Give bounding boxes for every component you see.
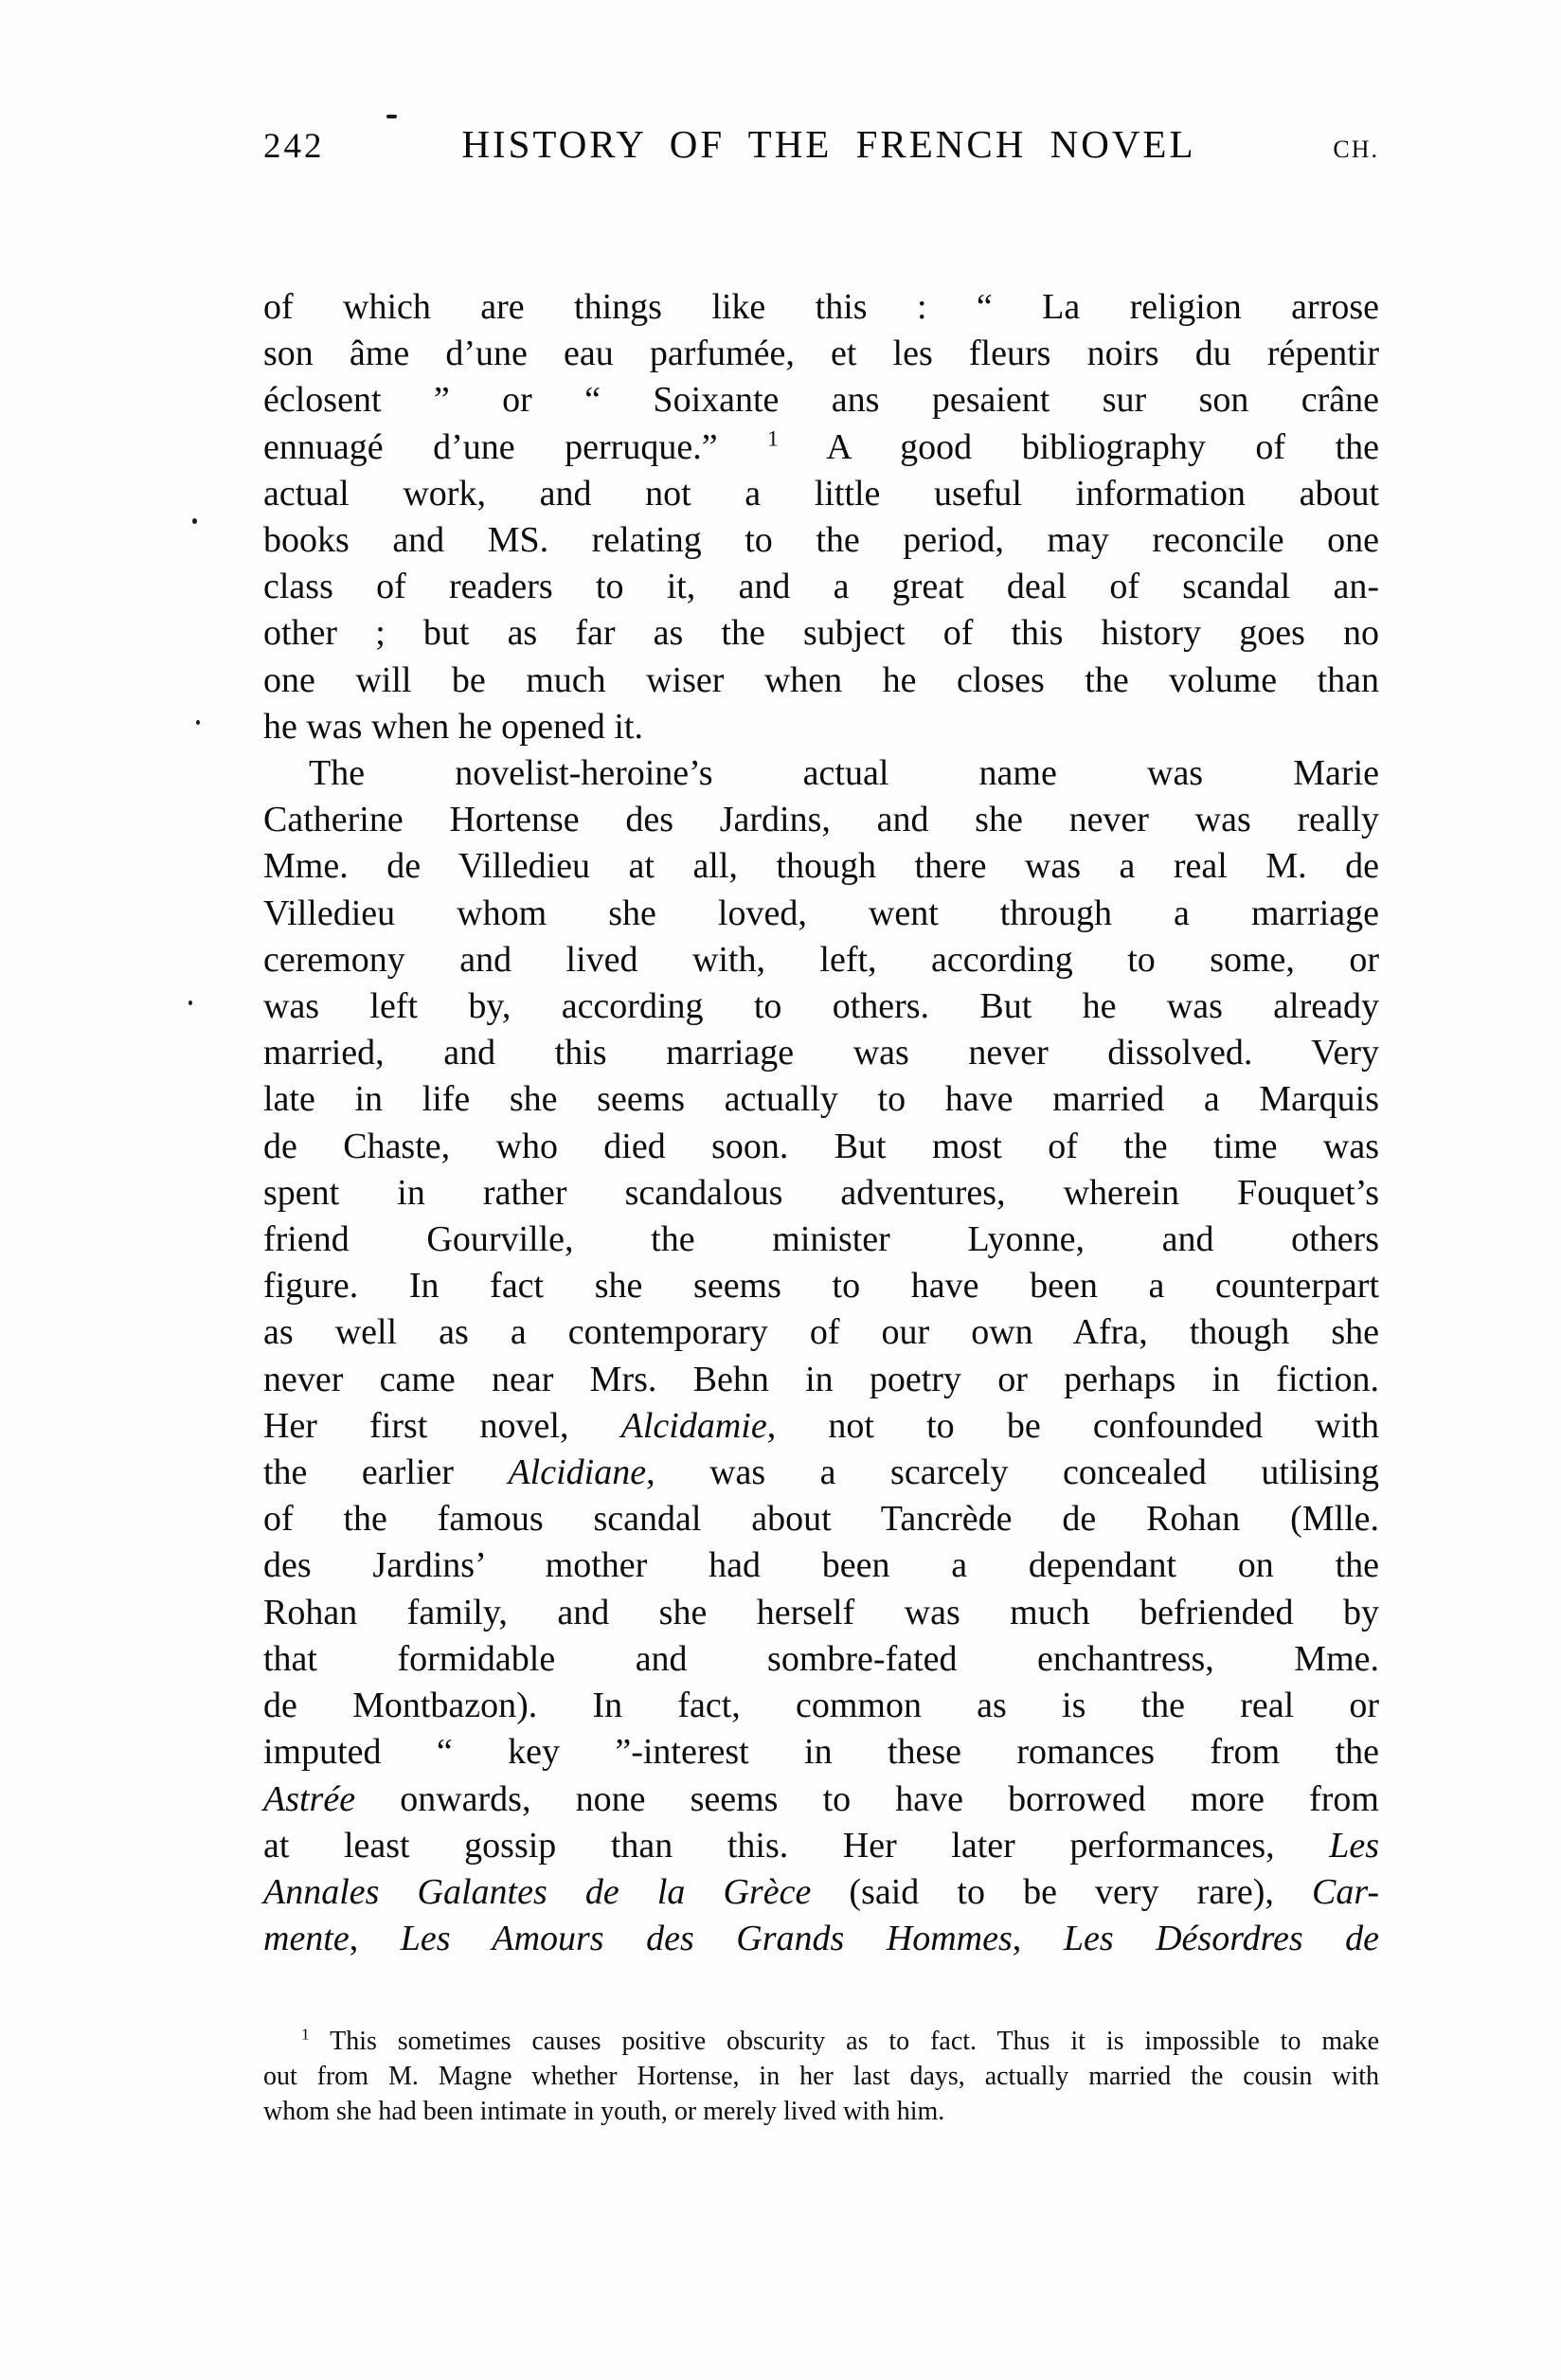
text-line (263, 658, 1379, 704)
text-line (263, 377, 1379, 424)
text-line (263, 1542, 1379, 1589)
page-number: 242 (263, 127, 325, 166)
text-segment: was left by, according to others. But he was already (263, 986, 1379, 1027)
text-segment: of the famous scandal about Tancrède de Rohan (Mlle. (263, 1499, 1379, 1540)
text-segment: (said to be very rare), (811, 1871, 1312, 1912)
text-segment: Mme. de Villedieu at all, though there was a real M. de (263, 846, 1379, 887)
text-segment: of which are things like this : “ La religion arrose (263, 287, 1379, 327)
text-line (263, 843, 1379, 890)
footnote-marker: 1 (767, 425, 779, 451)
italic-text: Alcidamie (620, 1405, 767, 1446)
text-segment: de Montbazon). In fact, common as is the real or (263, 1686, 1379, 1726)
text-line (263, 2024, 1379, 2059)
running-title: HISTORY OF THE FRENCH NOVEL (461, 122, 1196, 166)
text-line (263, 797, 1379, 843)
page-header (263, 121, 1379, 167)
text-segment: actual work, and not a little useful information about (263, 473, 1379, 514)
text-segment: Her first novel, (263, 1405, 621, 1446)
text-segment: éclosent ” or “ Soixante ans pesaient sur son crâne (263, 380, 1379, 421)
footnote (263, 2024, 1379, 2129)
italic-text: Les Amours des Grands Hommes (400, 1919, 1013, 1959)
text-segment: friend Gourville, the minister Lyonne, and others (263, 1219, 1379, 1260)
text-segment: at least gossip than this. Her later performances, (263, 1825, 1330, 1866)
text-line (263, 1869, 1379, 1916)
text-segment: never came near Mrs. Behn in poetry or perhaps in fiction. (263, 1359, 1379, 1399)
text-line (263, 1124, 1379, 1170)
text-segment: de Chaste, who died soon. But most of the time was (263, 1126, 1379, 1166)
text-line (263, 937, 1379, 983)
paragraph (263, 2024, 1379, 2129)
text-line (263, 1776, 1379, 1823)
text-line (263, 1263, 1379, 1309)
text-line (263, 1309, 1379, 1356)
text-segment: imputed “ key ”-interest in these romances from the (263, 1732, 1379, 1773)
footnote-marker: 1 (301, 2025, 310, 2044)
text-line (263, 1076, 1379, 1123)
text-segment: ceremony and lived with, left, according to some, or (263, 939, 1379, 980)
text-segment: out from M. Magne whether Hortense, in her last days, actually married the cousin with (263, 2062, 1379, 2091)
text-line (263, 1590, 1379, 1636)
text-line (263, 517, 1379, 564)
text-line (263, 750, 1379, 797)
text-line (263, 1636, 1379, 1683)
italic-text: Les Désordres de (1063, 1919, 1379, 1959)
text-line (263, 1683, 1379, 1729)
scan-artifact (196, 720, 200, 725)
text-segment: the earlier (263, 1452, 509, 1493)
paragraph (263, 284, 1379, 750)
text-line (263, 1357, 1379, 1403)
text-segment: , (1012, 1919, 1064, 1959)
scan-artifact (188, 1001, 192, 1005)
text-line (263, 983, 1379, 1030)
text-line (263, 1170, 1379, 1217)
text-segment: as well as a contemporary of our own Afra, though she (263, 1312, 1379, 1353)
italic-text: Annales Galantes de la Grèce (263, 1871, 812, 1912)
paragraph (263, 750, 1379, 1962)
text-segment: he was when he opened it. (263, 706, 643, 747)
text-segment: The novelist-heroine’s actual name was Marie (309, 753, 1379, 794)
text-segment: A good bibliography of the (778, 426, 1379, 467)
text-line (263, 1916, 1379, 1962)
text-segment: late in life she seems actually to have married a Marquis (263, 1079, 1379, 1120)
text-segment: figure. In fact she seems to have been a counterpart (263, 1266, 1379, 1307)
scan-artifact (192, 518, 197, 524)
text-line (263, 1823, 1379, 1869)
text-segment: Catherine Hortense des Jardins, and she never was really (263, 800, 1379, 840)
italic-text: Les (1329, 1825, 1379, 1866)
text-segment: This sometimes causes positive obscurity as to fact. Thus it is impossible to make (309, 2027, 1379, 2056)
italic-text: mente (263, 1919, 350, 1959)
text-line (263, 610, 1379, 657)
italic-text: Alcidiane (508, 1452, 647, 1493)
text-line (263, 1217, 1379, 1263)
text-segment: books and MS. relating to the period, may reconcile one (263, 520, 1379, 561)
text-line (263, 2094, 1379, 2129)
text-segment: that formidable and sombre-fated enchantress, Mme. (263, 1638, 1379, 1679)
text-line (263, 1403, 1379, 1450)
chapter-abbreviation: CH. (1333, 135, 1379, 163)
italic-text: Car- (1311, 1871, 1380, 1912)
text-segment: one will be much wiser when he closes the volume than (263, 659, 1379, 700)
text-segment: ennuagé d’une perruque.” (263, 426, 768, 467)
text-line (263, 471, 1379, 517)
text-segment: des Jardins’ mother had been a dependant on the (263, 1545, 1379, 1586)
text-line (263, 331, 1379, 377)
text-line (263, 424, 1379, 471)
text-segment: whom she had been intimate in youth, or merely lived with him. (263, 2097, 945, 2126)
text-line (263, 564, 1379, 610)
text-line (263, 1450, 1379, 1496)
text-line (263, 1496, 1379, 1542)
page-body (263, 284, 1379, 1962)
text-segment: son âme d’une eau parfumée, et les fleurs noirs du répentir (263, 334, 1379, 374)
text-segment: married, and this marriage was never dissolved. Very (263, 1033, 1379, 1073)
text-line (263, 704, 1379, 750)
text-line (263, 1729, 1379, 1776)
text-segment: Villedieu whom she loved, went through a marriage (263, 892, 1379, 933)
text-segment: spent in rather scandalous adventures, wherein Fouquet’s (263, 1172, 1379, 1213)
scan-artifact (386, 115, 397, 118)
italic-text: Astrée (263, 1778, 356, 1819)
text-line (263, 2059, 1379, 2094)
text-line (263, 1030, 1379, 1076)
text-segment: , was a scarcely concealed utilising (646, 1452, 1379, 1493)
text-line (263, 891, 1379, 937)
text-segment: other ; but as far as the subject of this history goes no (263, 613, 1379, 654)
text-segment: onwards, none seems to have borrowed more from (355, 1778, 1379, 1819)
text-segment: , not to be confounded with (766, 1405, 1379, 1446)
text-segment: , (349, 1919, 401, 1959)
text-segment: class of readers to it, and a great deal of scandal an- (263, 567, 1379, 607)
text-segment: Rohan family, and she herself was much befriended by (263, 1592, 1379, 1632)
text-line (263, 284, 1379, 331)
